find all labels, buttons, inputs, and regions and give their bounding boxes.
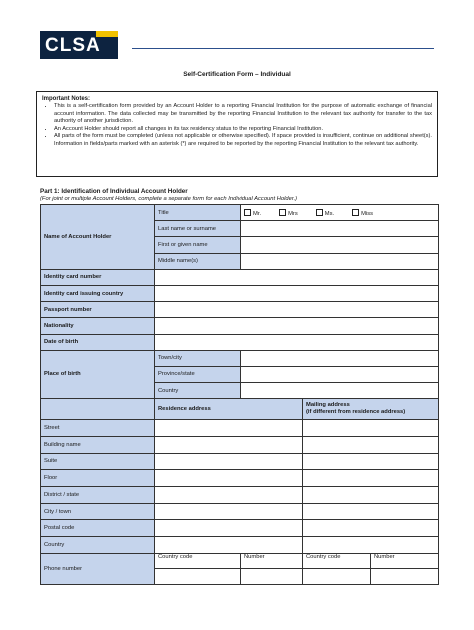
phone-number-label: Phone number <box>41 553 155 584</box>
logo-text: CLSA <box>45 35 101 56</box>
country-field[interactable] <box>241 383 439 399</box>
form-title: Self-Certification Form – Individual <box>183 71 291 78</box>
table-row <box>41 470 439 487</box>
table-row <box>41 553 439 568</box>
dob-field[interactable] <box>155 334 439 350</box>
clsa-logo <box>40 31 118 59</box>
residence-number-label: Number <box>241 553 303 568</box>
table-row <box>41 520 439 537</box>
residence-suite-field[interactable] <box>155 453 303 470</box>
address-corner-cell <box>41 399 155 420</box>
title-options <box>241 205 439 221</box>
address-country-label: Country <box>41 537 155 554</box>
residence-street-field[interactable] <box>155 420 303 437</box>
mailing-country-code-label: Country code <box>303 553 371 568</box>
table-row <box>41 420 439 437</box>
last-name-field[interactable] <box>241 221 439 237</box>
mailing-address-header: Mailing address (if different from residence address) <box>303 399 439 420</box>
place-of-birth-label: Place of birth <box>41 350 155 399</box>
town-label: Town/city <box>155 350 241 366</box>
table-row <box>41 350 439 366</box>
town-field[interactable] <box>241 350 439 366</box>
name-of-account-holder-label: Name of Account Holder <box>41 205 155 270</box>
table-row <box>41 399 439 420</box>
residence-country-code-label: Country code <box>155 553 241 568</box>
identification-table <box>40 204 439 585</box>
residence-country-code-field[interactable] <box>155 568 241 584</box>
residence-floor-field[interactable] <box>155 470 303 487</box>
title-label: Title <box>155 205 241 221</box>
residence-building-field[interactable] <box>155 436 303 453</box>
checkbox-icon[interactable] <box>244 209 251 216</box>
suite-label: Suite <box>41 453 155 470</box>
mailing-building-field[interactable] <box>303 436 439 453</box>
mailing-suite-field[interactable] <box>303 453 439 470</box>
passport-label: Passport number <box>41 302 155 318</box>
province-label: Province/state <box>155 366 241 382</box>
residence-number-field[interactable] <box>241 568 303 584</box>
note-item: • An Account Holder should report all changes in its tax residency status to the reporting Financial Institution. <box>54 126 432 134</box>
title-option-miss[interactable]: Miss <box>352 209 373 217</box>
checkbox-icon[interactable] <box>352 209 359 216</box>
residence-city-field[interactable] <box>155 503 303 520</box>
street-label: Street <box>41 420 155 437</box>
dob-label: Date of birth <box>41 334 155 350</box>
mailing-floor-field[interactable] <box>303 470 439 487</box>
issuing-country-field[interactable] <box>155 285 439 301</box>
residence-country-field[interactable] <box>155 537 303 554</box>
nationality-label: Nationality <box>41 318 155 334</box>
residence-address-header: Residence address <box>155 399 303 420</box>
mailing-district-field[interactable] <box>303 487 439 504</box>
mailing-number-label: Number <box>371 553 439 568</box>
note-item: • All parts of the form must be completed (unless not applicable or otherwise specified). If space provided is insufficient, continue on additional sheet(s). Information in fields/parts marked with an asterisk (*) are required to be reported by the reporting Financial Institution to the relevant tax authority. <box>54 133 432 148</box>
identity-card-field[interactable] <box>155 269 439 285</box>
building-label: Building name <box>41 436 155 453</box>
district-label: District / state <box>41 487 155 504</box>
checkbox-icon[interactable] <box>316 209 323 216</box>
table-row <box>41 436 439 453</box>
note-item: • This is a self-certification form provided by an Account Holder to a reporting Financial Institution for the purpose of automatic exchange of financial account information. The data collected may be transmitted by the reporting Financial Institution to the relevant tax authority for transfer to the tax authority of another jurisdiction. <box>54 103 432 126</box>
table-row <box>41 453 439 470</box>
header-rule <box>132 48 434 49</box>
title-option-ms[interactable]: Ms. <box>316 209 334 217</box>
mailing-number-field[interactable] <box>371 568 439 584</box>
last-name-label: Last name or surname <box>155 221 241 237</box>
table-row <box>41 318 439 334</box>
table-row <box>41 205 439 221</box>
part1-title: Part 1: Identification of Individual Account Holder <box>40 188 188 195</box>
identity-card-label: Identity card number <box>41 269 155 285</box>
mailing-postal-field[interactable] <box>303 520 439 537</box>
important-notes-box <box>36 91 438 177</box>
middle-name-field[interactable] <box>241 253 439 269</box>
mailing-city-field[interactable] <box>303 503 439 520</box>
floor-label: Floor <box>41 470 155 487</box>
table-row <box>41 537 439 554</box>
notes-heading: Important Notes: <box>42 96 90 102</box>
title-option-mr[interactable]: Mr. <box>244 209 261 217</box>
first-name-field[interactable] <box>241 237 439 253</box>
issuing-country-label: Identity card issuing country <box>41 285 155 301</box>
mailing-country-field[interactable] <box>303 537 439 554</box>
table-row <box>41 487 439 504</box>
table-row <box>41 503 439 520</box>
middle-name-label: Middle name(s) <box>155 253 241 269</box>
first-name-label: First or given name <box>155 237 241 253</box>
residence-postal-field[interactable] <box>155 520 303 537</box>
country-label: Country <box>155 383 241 399</box>
passport-field[interactable] <box>155 302 439 318</box>
part1-subtitle: (For joint or multiple Account Holders, complete a separate form for each Individual Account Holder.) <box>40 196 298 202</box>
checkbox-icon[interactable] <box>279 209 286 216</box>
city-label: City / town <box>41 503 155 520</box>
notes-list <box>42 103 432 149</box>
province-field[interactable] <box>241 366 439 382</box>
table-row <box>41 302 439 318</box>
table-row <box>41 334 439 350</box>
mailing-country-code-field[interactable] <box>303 568 371 584</box>
nationality-field[interactable] <box>155 318 439 334</box>
title-option-mrs[interactable]: Mrs <box>279 209 298 217</box>
table-row <box>41 269 439 285</box>
mailing-street-field[interactable] <box>303 420 439 437</box>
residence-district-field[interactable] <box>155 487 303 504</box>
postal-code-label: Postal code <box>41 520 155 537</box>
table-row <box>41 285 439 301</box>
